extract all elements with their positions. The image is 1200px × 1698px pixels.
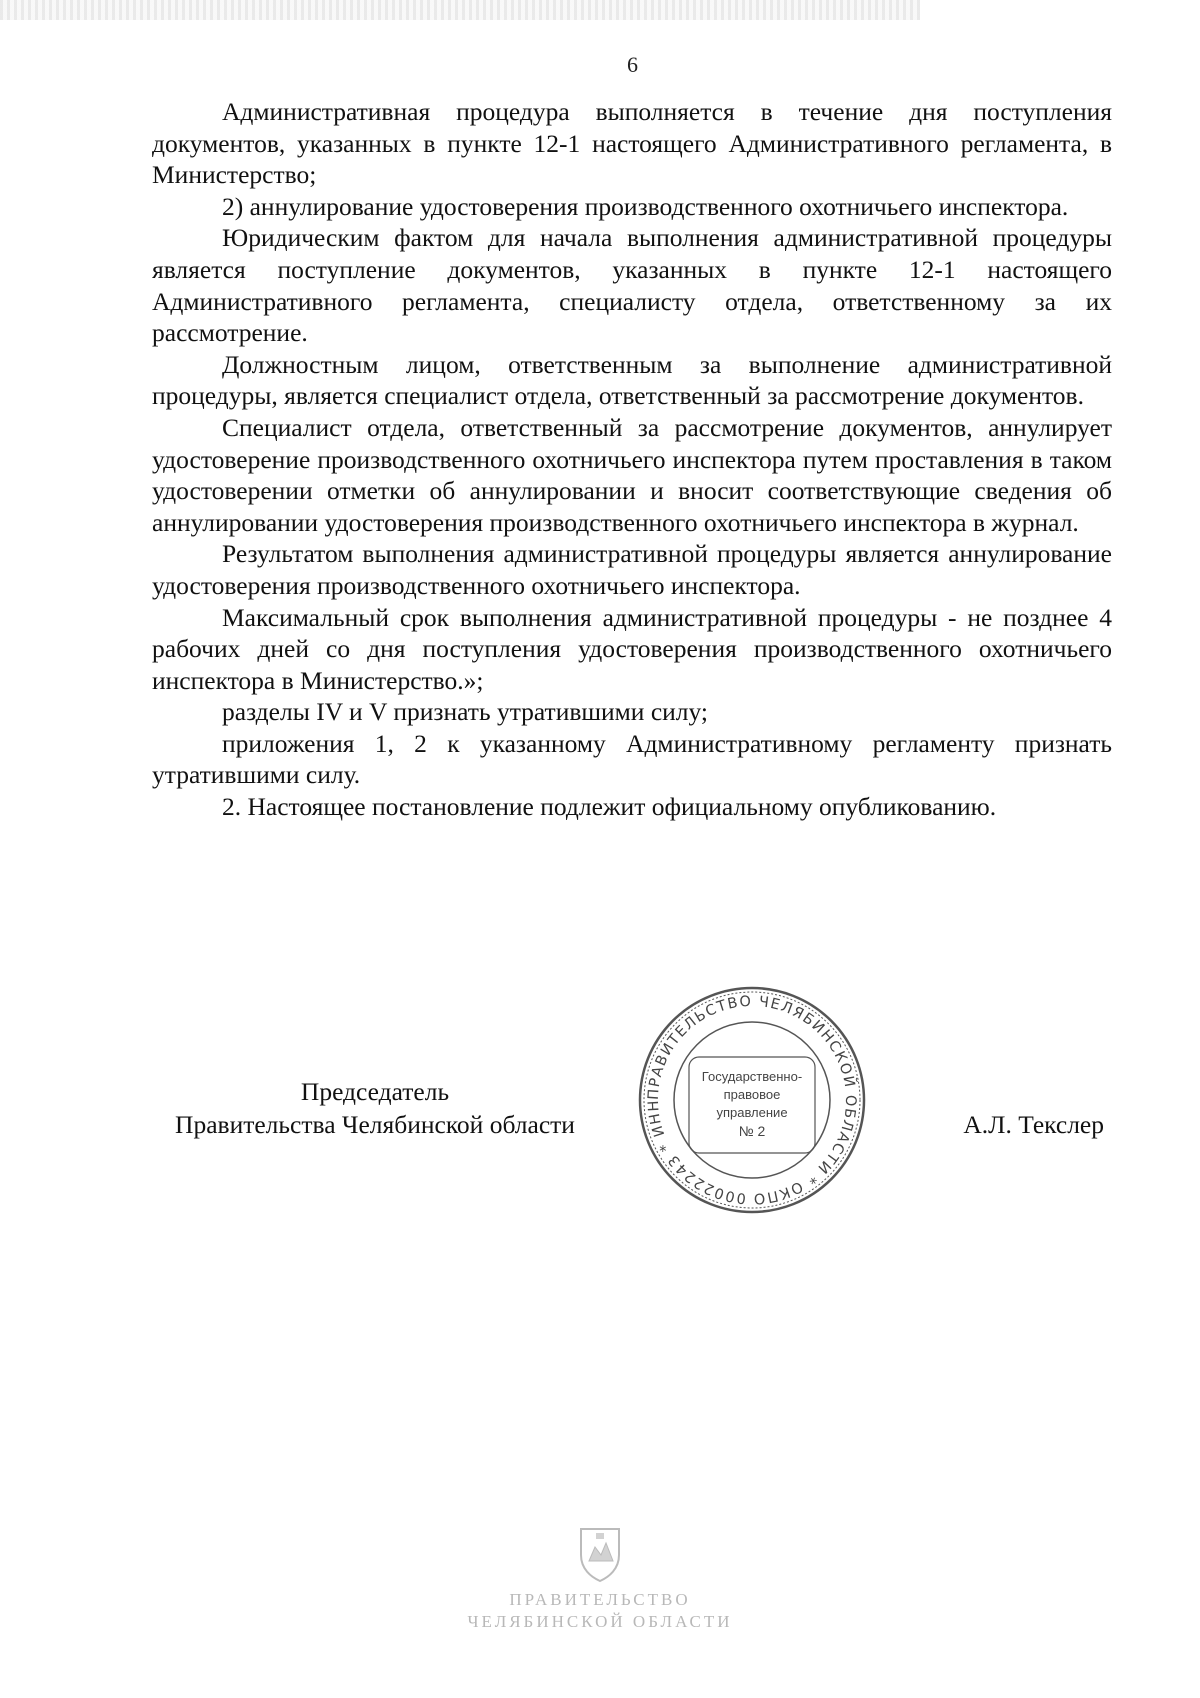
- signatory-title: [150, 1075, 600, 1141]
- paragraph: Специалист отдела, ответственный за рассмотрение документов, аннулирует удостоверение производственного охотничьего инспектора путем проставления в таком удостоверении отметки об аннулировании и вносит соответствующие сведения об аннулировании удостоверения производственного охотничьего инспектора в журнал.: [152, 412, 1112, 537]
- seal-graphic: [637, 985, 867, 1215]
- watermark-line1: ПРАВИТЕЛЬСТВО: [509, 1590, 691, 1609]
- seal-center-line4: № 2: [738, 1123, 766, 1139]
- document-body: [152, 96, 1112, 823]
- paragraph: Результатом выполнения административной процедуры является аннулирование удостоверения производственного охотничьего инспектора.: [152, 539, 1112, 600]
- paragraph: 2) аннулирование удостоверения производственного охотничьего инспектора.: [222, 191, 1069, 221]
- paragraph: Административная процедура выполняется в течение дня поступления документов, указанных в пункте 12-1 настоящего Административного регламента, в Министерство;: [152, 97, 1112, 190]
- seal-center-line3: управление: [716, 1105, 788, 1120]
- signatory-title-line1: Председатель: [300, 1077, 450, 1106]
- paragraph: приложения 1, 2 к указанному Административному регламенту признать утратившими силу.: [152, 728, 1112, 790]
- paragraph: Максимальный срок выполнения административной процедуры - не позднее 4 рабочих дней со дня поступления удостоверения производственного охотничьего инспектора в Министерство.»;: [152, 602, 1112, 695]
- coat-of-arms-icon: [575, 1525, 625, 1583]
- footer-watermark: [400, 1525, 800, 1633]
- seal-center-line2: правовое: [723, 1087, 781, 1102]
- official-seal: [637, 985, 867, 1215]
- signatory-title-line2: Правительства Челябинской области: [175, 1110, 575, 1139]
- scan-artifact-strip: [0, 0, 920, 20]
- watermark-line2: ЧЕЛЯБИНСКОЙ ОБЛАСТИ: [467, 1612, 733, 1631]
- signature-block: [0, 1075, 1200, 1205]
- paragraph: Должностным лицом, ответственным за выполнение административной процедуры, является специалист отдела, ответственный за рассмотрение документов.: [152, 349, 1112, 411]
- paragraph: 2. Настоящее постановление подлежит официальному опубликованию.: [222, 792, 997, 822]
- paragraph: Юридическим фактом для начала выполнения административной процедуры является поступление документов, указанных в пункте 12-1 настоящего Административного регламента, специалисту отдела, ответственному за их рассмотрение.: [152, 223, 1112, 348]
- signatory-name: А.Л. Текслер: [963, 1110, 1104, 1139]
- page-number: 6: [627, 52, 638, 77]
- seal-center-line1: Государственно-: [701, 1069, 803, 1084]
- seal-outer-text: ПРАВИТЕЛЬСТВО ЧЕЛЯБИНСКОЙ ОБЛАСТИ * ОКПО 00022243 * ИНН: [645, 993, 859, 1207]
- paragraph: разделы IV и V признать утратившими силу;: [222, 697, 709, 727]
